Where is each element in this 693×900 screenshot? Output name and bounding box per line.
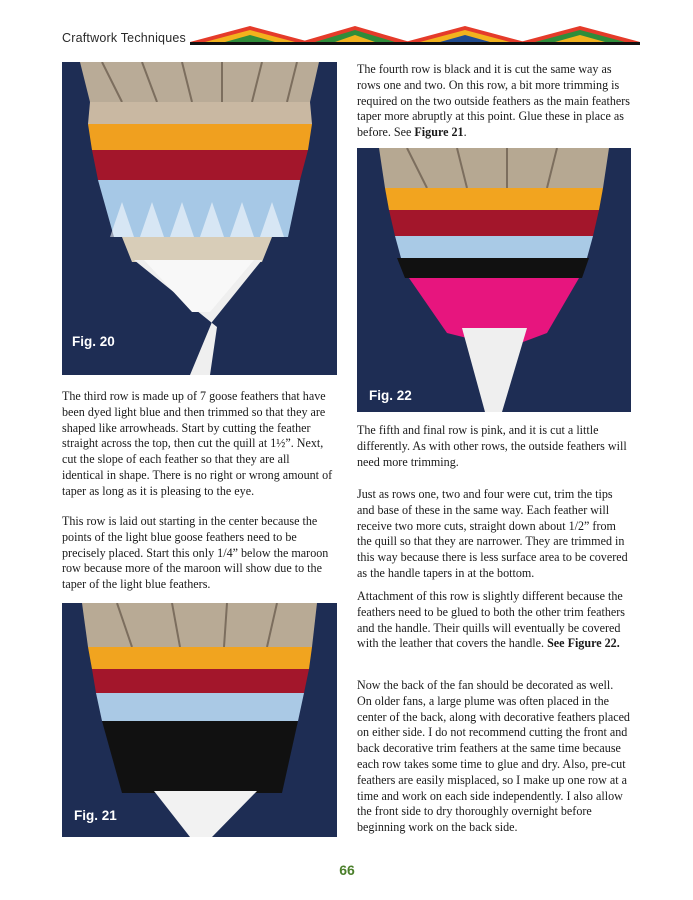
feather-fan-image (357, 148, 631, 412)
paragraph-back-of-fan: Now the back of the fan should be decorated as well. On older fans, a large plume was often placed in the center of the back, along with decorative feathers placed on either side. I do not recommend cutting the front and back decorative trim feathers at the same time because each row takes some time to glue and dry. Also, pre-cut feathers are easily misplaced, so I make up one row at a time and work on each side independently. I also allow the front side to dry thoroughly overnight before beginning work on the back side. (357, 678, 630, 835)
figure-21-photo (62, 603, 337, 837)
figure-20-label: Fig. 20 (72, 334, 115, 349)
paragraph-attachment (357, 589, 631, 652)
page-header (0, 0, 693, 56)
paragraph-trim-tips: Just as rows one, two and four were cut, trim the tips and base of these in the same way. Each feather will receive two more cuts, straight down about 1/2” from the quill so that they are narrower. They are trimmed in this way because there is less surface area to be covered as the handle tapers in at the bottom. (357, 487, 628, 580)
feather-fan-image (62, 603, 337, 837)
paragraph-fifth-row: The fifth and final row is pink, and it is cut a little differently. As with other rows, the outside feathers will need more trimming. (357, 423, 627, 469)
beadwork-banner-graphic (190, 22, 640, 46)
running-header-title: Craftwork Techniques (62, 31, 186, 45)
figure-21-reference: Figure 21 (414, 125, 464, 140)
paragraph-layout-center: This row is laid out starting in the center because the points of the light blue goose feathers need to be precisely placed. Start this only 1/4” below the maroon row because more of the maroon will show due to the taper of the light blue feathers. (62, 514, 329, 592)
figure-22-photo (357, 148, 631, 412)
figure-20-photo (62, 62, 337, 375)
feather-fan-image (62, 62, 337, 375)
paragraph-fourth-row-text: The fourth row is black and it is cut the same way as rows one and two. On this row, a bit more trimming is required on the two outside feathers as the main feathers taper more abruptly at this point. Glue these in place as before. See (357, 62, 631, 140)
page-number: 66 (339, 862, 355, 878)
paragraph-fourth-row (357, 62, 631, 141)
paragraph-attachment-text: Attachment of this row is slightly different because the feathers need to be glued to both the other trim feathers and the handle. Their quills will eventually be covered with the leather that covers the handle. (357, 589, 625, 651)
figure-22-reference: See Figure 22. (547, 636, 620, 651)
figure-21-label: Fig. 21 (74, 808, 117, 823)
paragraph-fourth-row-end: . (463, 125, 467, 140)
paragraph-third-row: The third row is made up of 7 goose feathers that have been dyed light blue and then trimmed so that they are shaped like arrowheads. Start by cutting the feather straight across the top, then cut the quill at 1½”. Next, cut the slope of each feather so that they are all identical in shape. There is no right or wrong amount of taper as long as it is pleasing to the eye. (62, 389, 333, 498)
figure-22-label: Fig. 22 (369, 388, 412, 403)
